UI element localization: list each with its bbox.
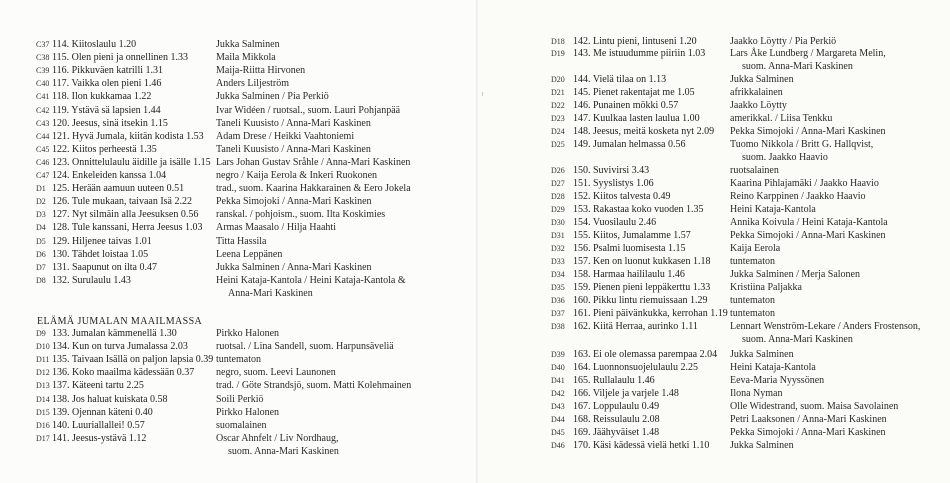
track-title: 149. Jumalan helmassa 0.56 (573, 139, 686, 150)
track-code: D27 (551, 179, 565, 188)
track-title: 119. Ystävä sä lapsien 1.44 (52, 104, 161, 116)
track-code: D36 (551, 296, 565, 305)
track-title: 127. Nyt silmäin alla Jeesuksen 0.56 (52, 209, 199, 221)
track-credit: Maila Mikkola (216, 52, 276, 64)
track-code: D19 (551, 49, 565, 58)
track-credit: Lars Johan Gustav Sråhle / Anna-Mari Kaskinen (216, 156, 411, 168)
track-credit: tuntematon (730, 295, 775, 306)
track-code: D42 (551, 389, 565, 398)
track-credit: Pekka Simojoki / Anna-Mari Kaskinen (216, 196, 372, 208)
track-title: 116. Pikkuväen katrilli 1.31 (52, 65, 164, 77)
track-code: D29 (551, 205, 565, 214)
track-code: D43 (551, 402, 565, 411)
track-code: D21 (551, 88, 565, 97)
track-credit-continued: suom. Anna-Mari Kaskinen (228, 446, 339, 457)
track-title: 166. Viljele ja varjele 1.48 (573, 388, 679, 399)
track-code: D41 (551, 376, 565, 385)
track-code: D35 (551, 283, 565, 292)
track-code: D15 (36, 407, 50, 417)
track-code: D33 (551, 257, 565, 266)
track-title: 158. Harmaa haililaulu 1.46 (573, 269, 685, 280)
track-code: D5 (36, 236, 46, 246)
track-title: 145. Pienet rakentajat me 1.05 (573, 87, 695, 98)
track-title: 123. Onnittelulaulu äidille ja isälle 1.15 (52, 156, 211, 168)
track-credit: Adam Drese / Heikki Vaahtoniemi (216, 130, 355, 142)
track-title: 130. Tähdet loistaa 1.05 (52, 248, 149, 260)
track-credit: Jukka Salminen (730, 74, 794, 85)
track-code: D20 (551, 75, 565, 84)
track-title: 121. Hyvä Jumala, kiitän kodista 1.53 (52, 130, 204, 142)
track-title: 144. Vielä tilaa on 1.13 (573, 74, 667, 85)
track-credit: Olle Widestrand, suom. Maisa Savolainen (730, 401, 899, 412)
track-title: 137. Käteeni tartu 2.25 (52, 380, 144, 392)
track-credit: Ilona Nyman (730, 388, 783, 399)
track-title: 146. Punainen mökki 0.57 (573, 100, 679, 111)
track-code: D9 (36, 329, 46, 338)
track-credit: Pekka Simojoki / Anna-Mari Kaskinen (730, 126, 886, 137)
track-credit: Jukka Salminen / Anna-Mari Kaskinen (216, 261, 372, 273)
track-title: 140. Luuriallallei! 0.57 (52, 419, 145, 431)
track-credit-continued: Anna-Mari Kaskinen (228, 288, 313, 299)
track-title: 168. Reissulaulu 2.08 (573, 414, 660, 425)
track-title: 131. Saapunut on ilta 0.47 (52, 261, 157, 273)
track-code: C45 (36, 144, 50, 154)
track-code: D8 (36, 275, 46, 285)
track-code: D18 (551, 37, 565, 46)
track-credit: Heini Kataja-Kantola (730, 362, 816, 373)
track-credit: Jukka Salminen (730, 440, 794, 451)
track-code: C41 (36, 92, 50, 102)
track-title: 162. Kiitä Herraa, aurinko 1.11 (573, 321, 698, 332)
track-code: C44 (36, 131, 50, 141)
track-title: 147. Kuulkaa lasten laulua 1.00 (573, 113, 700, 124)
track-code: D4 (36, 223, 46, 233)
track-code: D11 (36, 355, 50, 365)
track-credit: trad., suom. Kaarina Hakkarainen & Eero Jokela (216, 183, 411, 195)
track-title: 136. Koko maailma kädessään 0.37 (52, 367, 195, 379)
track-title: 167. Loppulaulu 0.49 (573, 401, 660, 412)
track-title: 139. Ojennan käteni 0.40 (52, 406, 153, 418)
track-credit: Jaakko Löytty (730, 100, 787, 111)
track-credit: Lennart Wenström-Lekare / Anders Frostenson, (730, 321, 921, 332)
track-credit: ranskal. / pohjoism., suom. Ilta Koskimies (216, 209, 386, 221)
track-credit: ruotsalainen (730, 165, 779, 176)
track-title: 161. Pieni päivänkukka, kerrohan 1.19 (573, 308, 728, 319)
track-title: 159. Pienen pieni leppäkerttu 1.33 (573, 282, 711, 293)
track-credit: Pirkko Halonen (216, 406, 280, 418)
track-code: C46 (36, 157, 50, 167)
page-mark (482, 92, 483, 96)
track-credit: Kristiina Paljakka (730, 282, 802, 293)
track-title: 115. Olen pieni ja onnellinen 1.33 (52, 52, 188, 64)
track-title: 135. Taivaan Isällä on paljon lapsia 0.39 (52, 354, 214, 366)
track-code: D7 (36, 262, 46, 272)
track-title: 169. Jäähyväiset 1.48 (573, 427, 660, 438)
track-credit: ruotsal. / Lina Sandell, suom. Harpunsäveliä (216, 341, 394, 353)
track-title: 118. Ilon kukkamaa 1.22 (52, 91, 152, 103)
track-code: D24 (551, 127, 565, 136)
track-credit: Pirkko Halonen (216, 328, 280, 339)
track-credit: Ivar Widéen / ruotsal., suom. Lauri Pohjanpää (216, 104, 401, 116)
track-code: D28 (551, 192, 565, 201)
track-code: D46 (551, 441, 565, 450)
track-credit: Jukka Salminen (730, 349, 794, 360)
track-credit: Maija-Riitta Hirvonen (216, 65, 306, 77)
track-credit: Jukka Salminen / Pia Perkiö (216, 91, 329, 103)
track-credit: suomalainen (216, 419, 267, 431)
track-title: 141. Jeesus-ystävä 1.12 (52, 432, 147, 444)
track-credit: tuntematon (216, 354, 261, 366)
track-title: 163. Ei ole olemassa parempaa 2.04 (573, 349, 718, 360)
track-credit: Kaija Eerola (730, 243, 781, 254)
track-credit: Lars Åke Lundberg / Margareta Melin, (730, 48, 886, 59)
track-code: D3 (36, 210, 46, 220)
track-code: D17 (36, 433, 50, 443)
track-credit: Oscar Ahnfelt / Liv Nordhaug, (216, 432, 339, 444)
track-title: 143. Me istuudumme piiriin 1.03 (573, 48, 706, 59)
track-credit: Eeva-Maria Nyyssönen (730, 375, 825, 386)
track-title: 134. Kun on turva Jumalassa 2.03 (52, 341, 188, 353)
track-title: 126. Tule mukaan, taivaan Isä 2.22 (52, 196, 192, 208)
right-page (478, 0, 950, 483)
track-title: 148. Jeesus, meitä kosketa nyt 2.09 (573, 126, 715, 137)
track-credit: trad. / Göte Strandsjö, suom. Matti Kolehmainen (216, 380, 412, 392)
track-code: C38 (36, 53, 50, 63)
track-code: D45 (551, 428, 565, 437)
track-title: 164. Luonnonsuojelulaulu 2.25 (573, 362, 698, 373)
track-title: 160. Pikku lintu riemuissaan 1.29 (573, 295, 708, 306)
track-code: D34 (551, 270, 565, 279)
track-title: 124. Enkeleiden kanssa 1.04 (52, 170, 167, 181)
track-code: C42 (36, 105, 50, 115)
track-title: 133. Jumalan kämmenellä 1.30 (52, 328, 177, 339)
section-heading: ELÄMÄ JUMALAN MAAILMASSA (37, 316, 203, 327)
track-title: 156. Psalmi luomisesta 1.15 (573, 243, 686, 254)
track-credit: Reino Karppinen / Jaakko Haavio (730, 191, 866, 202)
track-code: D38 (551, 322, 565, 331)
track-credit: tuntematon (730, 256, 775, 267)
track-credit: Anders Liljeström (216, 78, 290, 90)
track-code: C43 (36, 118, 50, 128)
track-code: D12 (36, 368, 50, 378)
track-credit: Tuomo Nikkola / Britt G. Hallqvist, (730, 139, 874, 150)
track-credit: Taneli Kuusisto / Anna-Mari Kaskinen (216, 117, 371, 129)
track-code: D39 (551, 350, 565, 359)
track-credit: afrikkalainen (730, 87, 783, 98)
track-credit: tuntematon (730, 308, 775, 319)
track-code: D14 (36, 394, 50, 404)
track-title: 120. Jeesus, sinä itsekin 1.15 (52, 117, 168, 129)
track-code: C39 (36, 66, 50, 76)
track-title: 155. Kiitos, Jumalamme 1.57 (573, 230, 691, 241)
track-title: 114. Kiitoslaulu 1.20 (52, 39, 137, 50)
track-code: D23 (551, 114, 565, 123)
track-code: D22 (551, 101, 565, 110)
track-credit: Kaarina Pihlajamäki / Jaakko Haavio (730, 178, 879, 189)
track-credit-continued: suom. Anna-Mari Kaskinen (742, 334, 853, 346)
track-credit: Annika Koivula / Heini Kataja-Kantola (730, 217, 888, 228)
track-credit: Armas Maasalo / Hilja Haahti (216, 222, 336, 234)
track-title: 151. Syyslistys 1.06 (573, 178, 654, 189)
track-code: D37 (551, 309, 565, 318)
track-title: 128. Tule kanssani, Herra Jeesus 1.03 (52, 222, 203, 234)
track-code: C40 (36, 79, 50, 89)
track-title: 132. Surulaulu 1.43 (52, 274, 131, 286)
track-title: 152. Kiitos talvesta 0.49 (573, 191, 671, 202)
track-credit: Taneli Kuusisto / Anna-Mari Kaskinen (216, 143, 371, 155)
track-code: D40 (551, 363, 565, 372)
track-credit: Titta Hassila (216, 235, 267, 247)
track-credit: Leena Leppänen (216, 248, 283, 260)
track-title: 157. Ken on luonut kukkasen 1.18 (573, 256, 711, 267)
track-code: D2 (36, 197, 46, 207)
track-credit: negro, suom. Leevi Launonen (216, 367, 336, 379)
track-credit: amerikkal. / Liisa Tenkku (730, 113, 833, 124)
track-code: C37 (36, 40, 50, 49)
track-code: D16 (36, 420, 50, 430)
track-code: D10 (36, 342, 50, 352)
track-credit: Jukka Salminen (216, 39, 280, 50)
track-credit: Heini Kataja-Kantola / Heini Kataja-Kantola & (216, 274, 406, 286)
track-credit: Heini Kataja-Kantola (730, 204, 816, 215)
track-credit: Jaakko Löytty / Pia Perkiö (730, 36, 837, 47)
track-credit: Petri Laaksonen / Anna-Mari Kaskinen (730, 414, 887, 425)
track-title: 117. Vaikka olen pieni 1.46 (52, 78, 162, 90)
track-credit: Soili Perkiö (216, 393, 264, 405)
track-code: D32 (551, 244, 565, 253)
track-title: 129. Hiljenee taivas 1.01 (52, 235, 152, 247)
track-code: D1 (36, 184, 46, 194)
track-title: 170. Käsi kädessä vielä hetki 1.10 (573, 440, 710, 451)
track-title: 154. Vuosilaulu 2.46 (573, 217, 657, 228)
track-title: 150. Suvivirsi 3.43 (573, 165, 650, 176)
track-code: D30 (551, 218, 565, 227)
track-credit-continued: suom. Jaakko Haavio (742, 152, 828, 164)
track-code: D25 (551, 140, 565, 149)
track-code: D6 (36, 249, 46, 259)
track-credit: Jukka Salminen / Merja Salonen (730, 269, 860, 280)
track-credit: Pekka Simojoki / Anna-Mari Kaskinen (730, 230, 886, 241)
track-title: 122. Kiitos perheestä 1.35 (52, 143, 157, 155)
track-title: 153. Rakastaa koko vuoden 1.35 (573, 204, 704, 215)
track-code: D44 (551, 415, 565, 424)
track-credit-continued: suom. Anna-Mari Kaskinen (742, 61, 853, 73)
track-title: 165. Rullalaulu 1.46 (573, 375, 655, 386)
track-title: 125. Herään aamuun uuteen 0.51 (52, 183, 185, 195)
track-code: D26 (551, 166, 565, 175)
track-code: C47 (36, 171, 50, 180)
track-credit: Pekka Simojoki / Anna-Mari Kaskinen (730, 427, 886, 438)
track-code: D13 (36, 381, 50, 391)
track-credit: negro / Kaija Eerola & Inkeri Ruokonen (216, 170, 378, 181)
track-title: 138. Jos haluat kuiskata 0.58 (52, 393, 168, 405)
track-title: 142. Lintu pieni, lintuseni 1.20 (573, 36, 697, 47)
track-code: D31 (551, 231, 565, 240)
